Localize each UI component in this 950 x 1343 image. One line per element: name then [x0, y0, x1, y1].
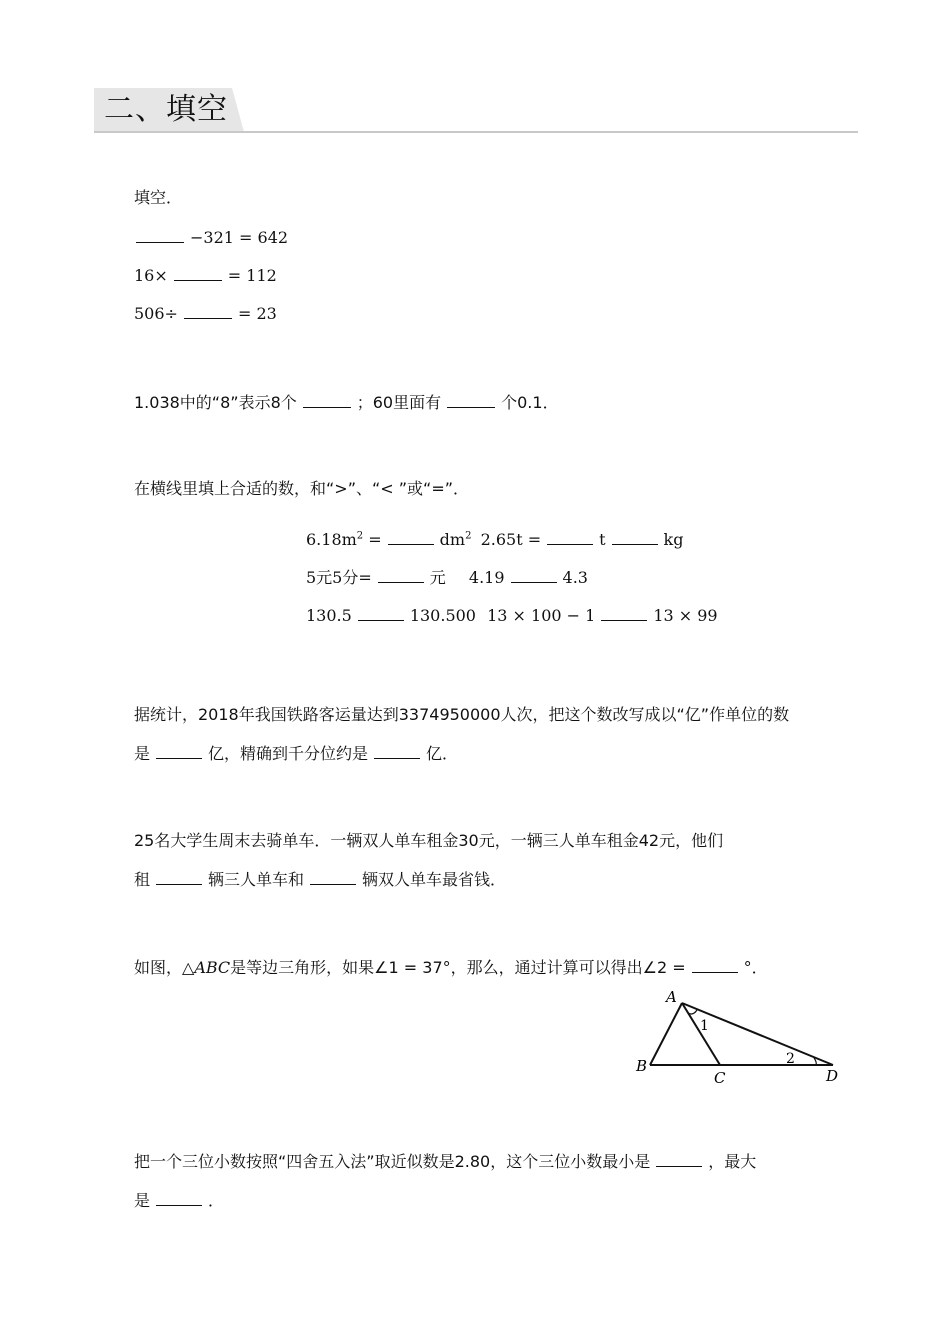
q2-mid: ；60里面有 — [356, 393, 442, 412]
q3-r1b-pre: 2.65t = — [480, 530, 542, 549]
q5-l2-post: 辆双人单车最省钱． — [362, 870, 507, 889]
answer-blank[interactable] — [388, 530, 434, 545]
answer-blank[interactable] — [184, 304, 232, 319]
label-a: A — [666, 988, 677, 1006]
q3-row-3 — [306, 606, 718, 626]
q3-prompt: 在横线里填上合适的数，和“>”、“< ”或“=”． — [134, 479, 470, 498]
triangle-figure — [630, 985, 850, 1090]
q4-line-1: 据统计，2018年我国铁路客运量达到3374950000人次，把这个数改写成以“亿”作单位的数 — [134, 705, 790, 724]
q5-line-2 — [134, 870, 506, 890]
q3-r1a-sup: 2 — [356, 530, 364, 542]
answer-blank[interactable] — [136, 228, 184, 243]
q4-line-2 — [134, 744, 458, 764]
q3-r2a-pre: 5元5分= — [306, 568, 372, 587]
q3-r2a-unit: 元 — [429, 568, 446, 587]
answer-blank[interactable] — [374, 744, 420, 759]
q3-r1a-eq: = — [363, 530, 382, 549]
answer-blank[interactable] — [156, 1191, 202, 1206]
q2-line — [134, 393, 559, 413]
q3-r1b-u2: kg — [663, 530, 684, 549]
answer-blank[interactable] — [156, 870, 202, 885]
answer-blank[interactable] — [156, 744, 202, 759]
q3-r2b-post: 4.3 — [562, 568, 588, 587]
q3-r3b-pre: 13 × 100 − 1 — [487, 606, 596, 625]
answer-blank[interactable] — [656, 1152, 702, 1167]
q3-row-1 — [306, 530, 683, 550]
q3-r1a-unit-sup: 2 — [465, 530, 472, 542]
q5-l2-mid: 辆三人单车和 — [208, 870, 305, 889]
q4-l2-post: 亿． — [426, 744, 459, 763]
q1-line-2-post: = 112 — [227, 266, 277, 285]
q7-line-2 — [134, 1191, 224, 1211]
q5-l2-pre: 租 — [134, 870, 151, 889]
q4-l2-mid: 亿，精确到千分位约是 — [208, 744, 369, 763]
q4-l2-pre: 是 — [134, 744, 151, 763]
answer-blank[interactable] — [174, 266, 222, 281]
q3-r3a-pre: 130.5 — [306, 606, 352, 625]
q3-r1b-u1: t — [599, 530, 606, 549]
q6-abc: ABC — [194, 958, 231, 977]
q7-l2-pre: 是 — [134, 1191, 151, 1210]
q1-line-1-text: −321 = 642 — [190, 228, 289, 247]
q1-line-3-pre: 506÷ — [134, 304, 178, 323]
q3-r1a-pre: 6.18m — [306, 530, 357, 549]
q7-l1-pre: 把一个三位小数按照“四舍五入法”取近似数是2.80，这个三位小数最小是 — [134, 1152, 651, 1171]
answer-blank[interactable] — [511, 568, 557, 583]
q1-line-2-pre: 16× — [134, 266, 168, 285]
q6-pre: 如图，△ — [134, 958, 195, 977]
q6-post: °． — [743, 958, 768, 977]
answer-blank[interactable] — [303, 393, 351, 408]
q3-r3a-post: 130.500 — [409, 606, 476, 625]
q7-l2-post: ． — [208, 1191, 225, 1210]
answer-blank[interactable] — [447, 393, 495, 408]
q1-line-2 — [134, 266, 277, 286]
q7-line-1 — [134, 1152, 756, 1172]
answer-blank[interactable] — [692, 958, 738, 973]
answer-blank[interactable] — [358, 606, 404, 621]
answer-blank[interactable] — [378, 568, 424, 583]
answer-blank[interactable] — [310, 870, 356, 885]
label-d: D — [826, 1067, 839, 1085]
label-c: C — [714, 1069, 726, 1087]
answer-blank[interactable] — [612, 530, 658, 545]
segment-ac — [682, 1003, 720, 1065]
q3-r1a-unit: dm — [439, 530, 466, 549]
label-angle-2: 2 — [786, 1051, 795, 1067]
q3-row-2 — [306, 568, 588, 588]
answer-blank[interactable] — [547, 530, 593, 545]
q1-line-1 — [134, 228, 288, 248]
section-header-rule — [94, 131, 858, 133]
q5-line-1: 25名大学生周末去骑单车．一辆双人单车租金30元，一辆三人单车租金42元，他们 — [134, 831, 724, 850]
segment-ab — [650, 1003, 682, 1065]
q3-r2b-pre: 4.19 — [468, 568, 505, 587]
q6-line — [134, 958, 768, 978]
section-title: 二、填空 — [104, 92, 228, 127]
q1-line-3-post: = 23 — [237, 304, 277, 323]
q2-pre: 1.038中的“8”表示8个 — [134, 393, 297, 412]
q1-line-3 — [134, 304, 277, 324]
angle-1-arc — [688, 1010, 697, 1014]
label-b: B — [636, 1057, 648, 1075]
answer-blank[interactable] — [601, 606, 647, 621]
segment-ad — [682, 1003, 833, 1065]
q1-prompt: 填空． — [134, 188, 183, 207]
q3-r3b-post: 13 × 99 — [653, 606, 718, 625]
label-angle-1: 1 — [700, 1018, 709, 1034]
q6-mid: 是等边三角形，如果∠1 = 37°，那么，通过计算可以得出∠2 = — [230, 958, 686, 977]
q7-l1-post: ，最大 — [708, 1152, 757, 1171]
q2-post: 个0.1． — [501, 393, 559, 412]
